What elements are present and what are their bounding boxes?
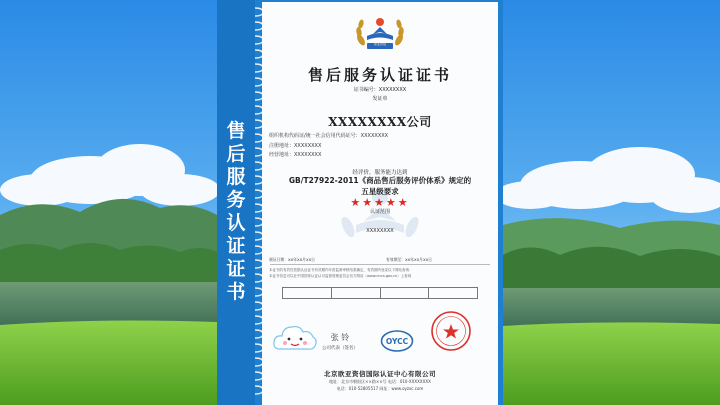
company-name: XXXXXXXX公司 bbox=[328, 115, 432, 129]
registered-address: 注册地址：XXXXXXXX bbox=[269, 143, 322, 149]
scope-label: 认证范围 bbox=[369, 209, 390, 215]
footer-address: 地址：北京市朝阳区××路××号 电话：010-XXXXXXXX bbox=[329, 379, 431, 384]
certificate-page bbox=[262, 2, 498, 405]
table-cell bbox=[332, 288, 381, 298]
surveillance-table bbox=[282, 287, 478, 299]
laurel-emblem-icon bbox=[353, 10, 407, 56]
standard-line: GB/T27922-2011《商品售后服务评价体系》规定的 bbox=[288, 176, 472, 185]
certificate-number: 证书编号：XXXXXXXX bbox=[353, 87, 407, 93]
table-cell bbox=[429, 288, 477, 298]
issuing-organization: 北京欧亚资信国际认证中心有限公司 bbox=[324, 370, 436, 378]
note-line-1: 本证书的有效性依据认证证书有效期内年度监督审核结果确定，有效期内登录以下网站查询： bbox=[269, 268, 413, 272]
table-cell bbox=[381, 288, 430, 298]
evaluation-line: 经评价，服务能力达到 bbox=[352, 170, 408, 176]
issue-date: 颁证日期：XX年XX月XX日 bbox=[269, 257, 315, 262]
red-seal-stamp-icon bbox=[430, 310, 472, 352]
operating-address: 经营地址：XXXXXXXX bbox=[269, 152, 322, 158]
spine-title: 售后服务认证证书 bbox=[226, 120, 246, 303]
table-cell bbox=[283, 288, 332, 298]
note-line-2: 本证书信息可以在中国国家认证认可监督管理委员会官方网站（www.cnca.gov.cn）上查询 bbox=[269, 274, 412, 278]
five-star-rating: ★★★★★ bbox=[350, 196, 410, 209]
oycc-logo-icon bbox=[380, 329, 414, 353]
emblem-caption: 欧亚资信 bbox=[373, 42, 386, 46]
certificate-label: 发证单 bbox=[372, 96, 388, 102]
grade-line: 五星级要求 bbox=[361, 187, 399, 196]
footer-contact: 电话：010-52805517 网址：www.oyzxc.com bbox=[336, 386, 424, 391]
signature-caption: 公司代表（签名） bbox=[322, 346, 358, 351]
oycc-label: OYCC bbox=[385, 337, 409, 346]
divider-line bbox=[270, 264, 490, 265]
valid-date: 有效期至：XX年XX月XX日 bbox=[386, 257, 432, 262]
unified-code: 组织机构代码证/统一社会信用代码证号：XXXXXXXX bbox=[269, 133, 389, 139]
certificate-title: 售后服务认证证书 bbox=[307, 66, 452, 84]
signature: 张 铃 bbox=[330, 333, 350, 342]
scope-value: XXXXXXXX bbox=[366, 228, 394, 234]
